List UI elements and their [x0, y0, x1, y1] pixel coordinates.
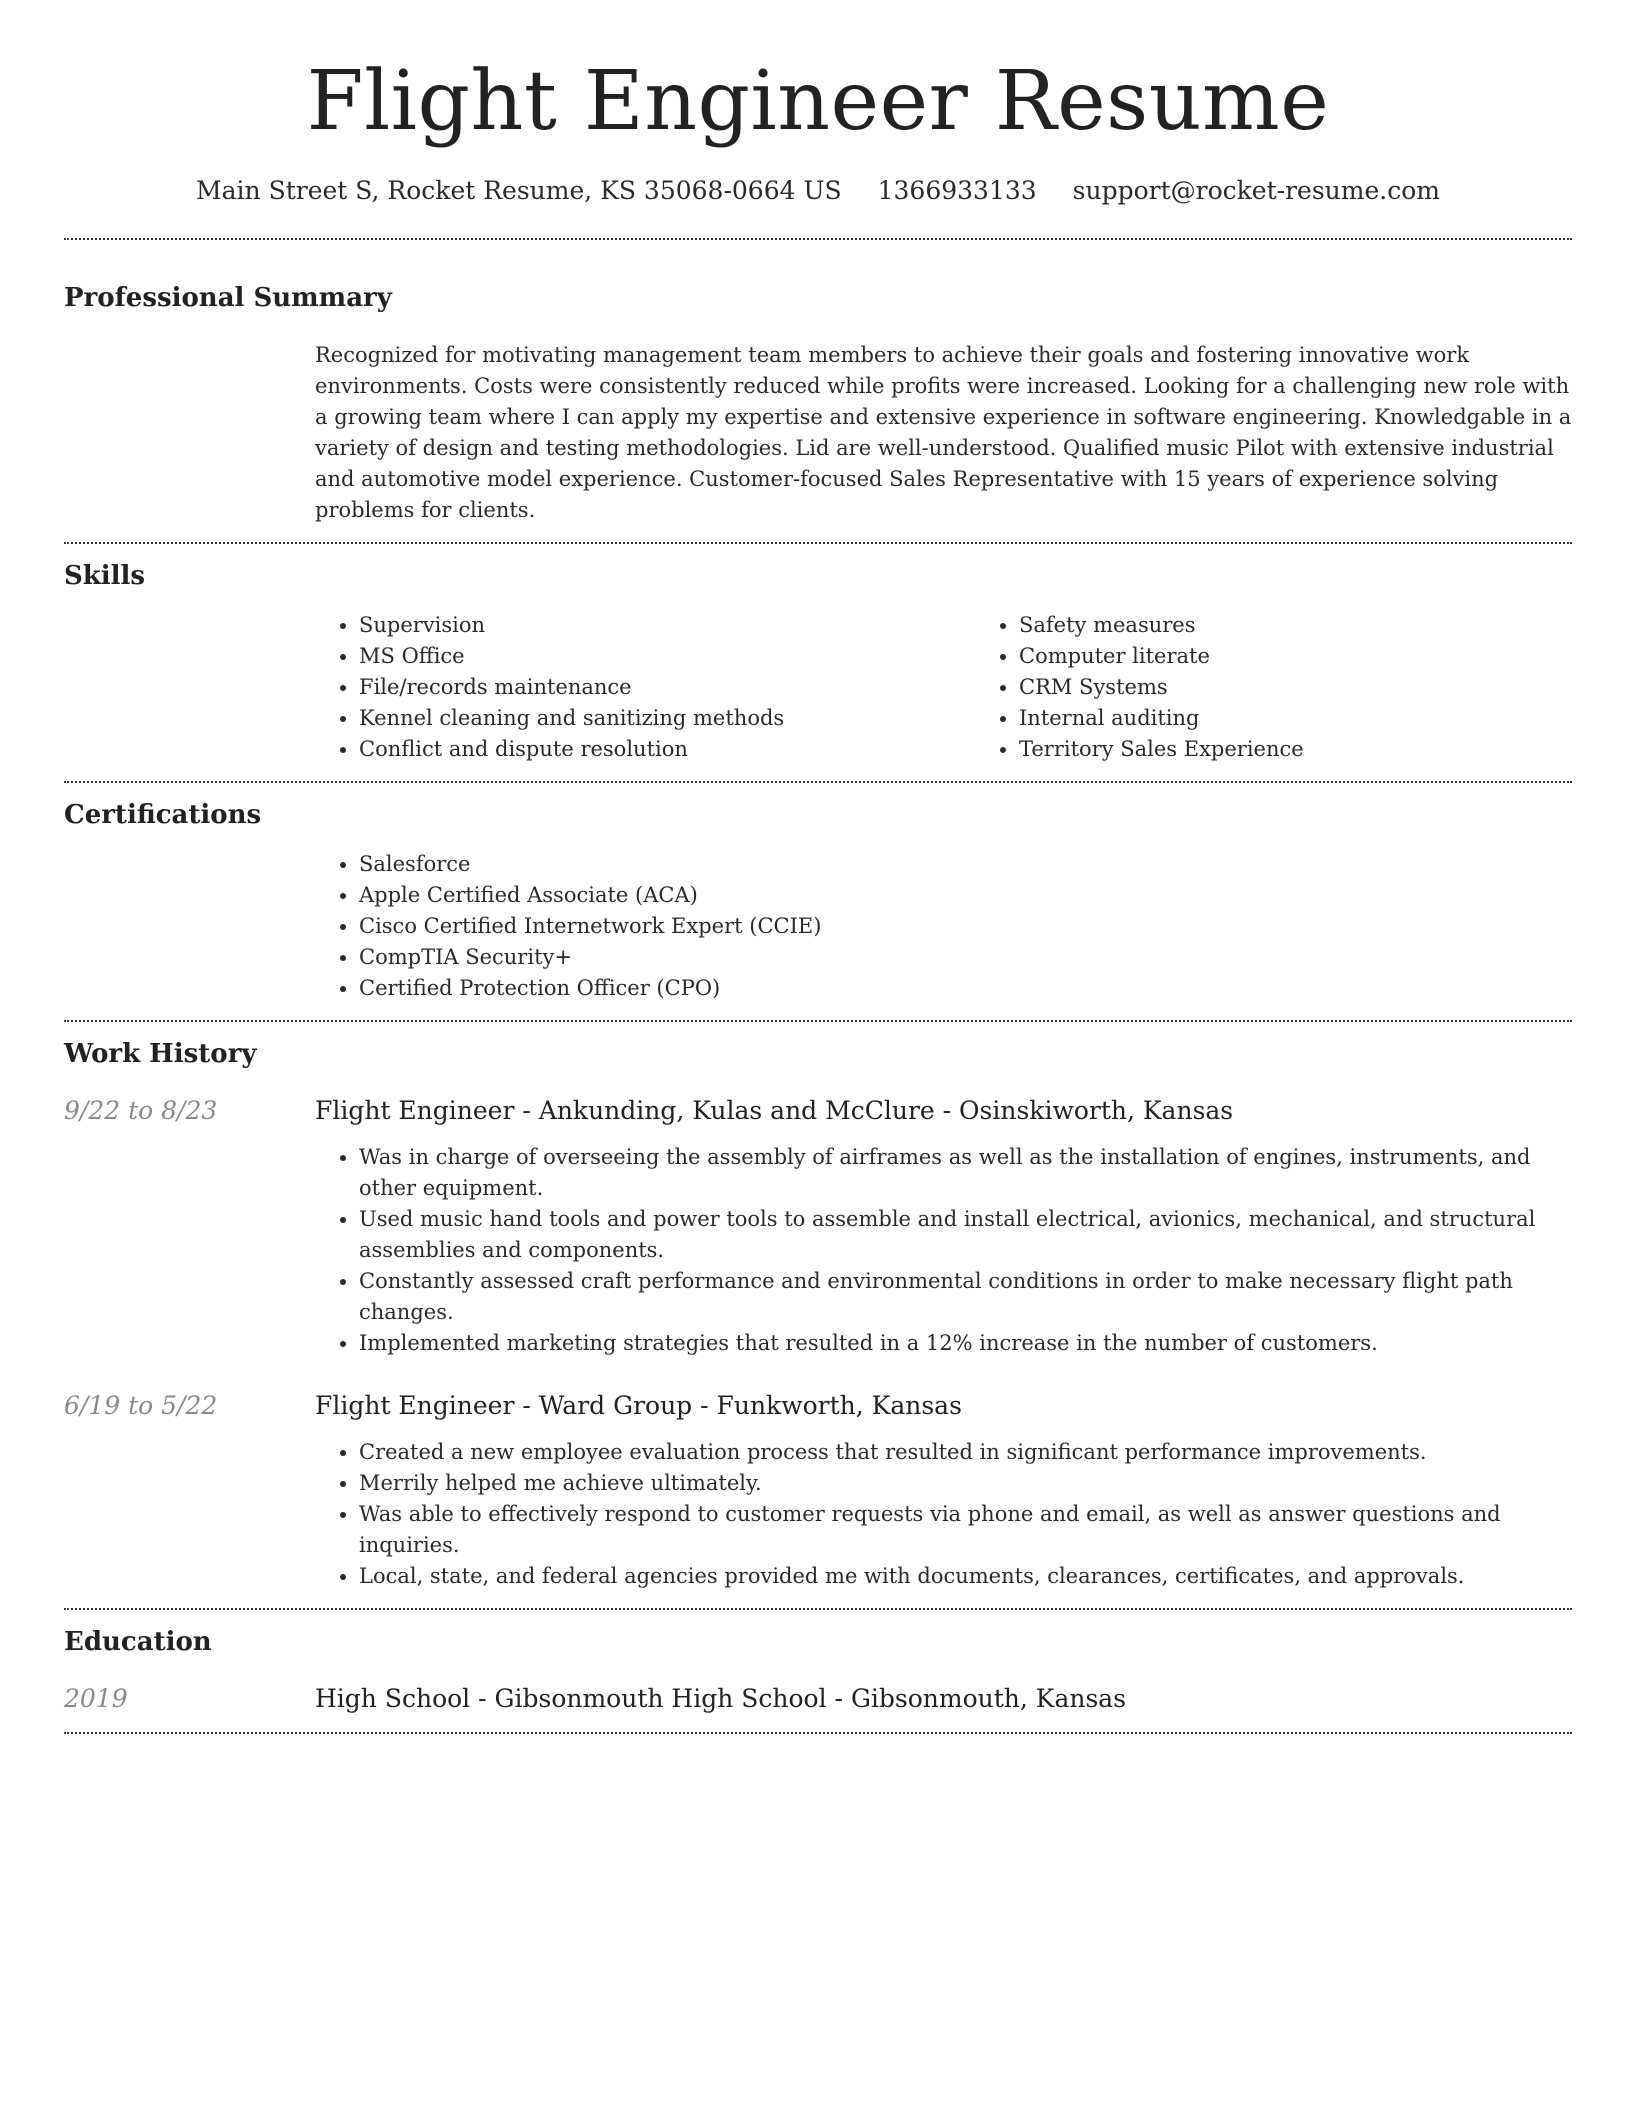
certification-item: • Cisco Certified Internetwork Expert (CCIE): [359, 911, 1572, 942]
contact-email: support@rocket-resume.com: [1072, 176, 1440, 205]
work-bullet: • Was able to effectively respond to customer requests via phone and email, as well as answer questions and inquiries.: [359, 1499, 1572, 1561]
skills-list-right: [975, 610, 1632, 765]
section-divider: [64, 1732, 1572, 1734]
work-bullets: [315, 1142, 1572, 1359]
work-bullet: • Used music hand tools and power tools to assemble and install electrical, avionics, mechanical, and structural assemblies and components.: [359, 1204, 1572, 1266]
certification-item: • Certified Protection Officer (CPO): [359, 973, 1572, 1004]
work-details: [315, 1094, 1572, 1359]
certifications-body: [315, 849, 1572, 1004]
certification-item: • Apple Certified Associate (ACA): [359, 880, 1572, 911]
certifications-section: [64, 783, 1572, 1020]
summary-section: [64, 240, 1572, 542]
resume-title: Flight Engineer Resume: [306, 54, 1330, 149]
work-title: Flight Engineer - Ward Group - Funkworth, Kansas: [315, 1391, 962, 1420]
section-title-skills: Skills: [64, 561, 146, 591]
work-dates: 9/22 to 8/23: [64, 1096, 218, 1125]
skills-list-left: [315, 610, 975, 765]
work-entry: [64, 1094, 1572, 1359]
work-bullets: [315, 1437, 1572, 1592]
education-year: 2019: [64, 1684, 128, 1713]
education-section: [64, 1610, 1572, 1732]
work-details: [315, 1389, 1572, 1592]
skill-item: • Safety measures: [1019, 610, 1632, 641]
work-entry: [64, 1389, 1572, 1592]
education-details: [315, 1682, 1572, 1716]
work-bullet: • Created a new employee evaluation process that resulted in significant performance improvements.: [359, 1437, 1572, 1468]
contact-line: [64, 174, 1572, 208]
work-bullet: • Implemented marketing strategies that resulted in a 12% increase in the number of customers.: [359, 1328, 1572, 1359]
entry-spacer: [64, 1359, 1572, 1381]
work-bullet: • Local, state, and federal agencies provided me with documents, clearances, certificates, and approvals.: [359, 1561, 1572, 1592]
contact-phone: 1366933133: [877, 176, 1037, 205]
work-history-section: [64, 1022, 1572, 1608]
resume-page: [64, 0, 1572, 1734]
skill-item: • Conflict and dispute resolution: [359, 734, 975, 765]
skill-item: • Supervision: [359, 610, 975, 641]
skills-section: [64, 544, 1572, 781]
skill-item: • Internal auditing: [1019, 703, 1632, 734]
work-bullet: • Merrily helped me achieve ultimately.: [359, 1468, 1572, 1499]
section-title-work-history: Work History: [64, 1039, 257, 1069]
section-title-education: Education: [64, 1627, 212, 1657]
summary-body: [315, 340, 1572, 526]
skill-item: • Territory Sales Experience: [1019, 734, 1632, 765]
education-title: High School - Gibsonmouth High School - Gibsonmouth, Kansas: [315, 1684, 1127, 1713]
certifications-list: [315, 849, 1572, 1004]
section-title-certifications: Certifications: [64, 800, 262, 830]
summary-text: Recognized for motivating management team members to achieve their goals and fostering innovative work environments. Costs were consistently reduced while profits were increased. Looking for a challenging new role with a growing team where I can apply my expertise and extensive experience in software engineering. Knowledgable in a variety of design and testing methodologies. Lid are well-understood. Qualified music Pilot with extensive industrial and automotive model experience. Customer-focused Sales Representative with 15 years of experience solving problems for clients.: [315, 343, 1572, 522]
work-dates: 6/19 to 5/22: [64, 1391, 218, 1420]
contact-address: Main Street S, Rocket Resume, KS 35068-0664 US: [196, 176, 842, 205]
skill-item: • Computer literate: [1019, 641, 1632, 672]
skill-item: • CRM Systems: [1019, 672, 1632, 703]
education-entry: [64, 1682, 1572, 1716]
work-title: Flight Engineer - Ankunding, Kulas and McClure - Osinskiworth, Kansas: [315, 1096, 1234, 1125]
section-title-summary: Professional Summary: [64, 283, 392, 313]
certification-item: • CompTIA Security+: [359, 942, 1572, 973]
skills-columns: [315, 610, 1572, 765]
work-bullet: • Was in charge of overseeing the assembly of airframes as well as the installation of engines, instruments, and other equipment.: [359, 1142, 1572, 1204]
skills-body: [315, 610, 1572, 765]
skill-item: • Kennel cleaning and sanitizing methods: [359, 703, 975, 734]
skill-item: • File/records maintenance: [359, 672, 975, 703]
work-bullet: • Constantly assessed craft performance and environmental conditions in order to make necessary flight path changes.: [359, 1266, 1572, 1328]
skill-item: • MS Office: [359, 641, 975, 672]
certification-item: • Salesforce: [359, 849, 1572, 880]
